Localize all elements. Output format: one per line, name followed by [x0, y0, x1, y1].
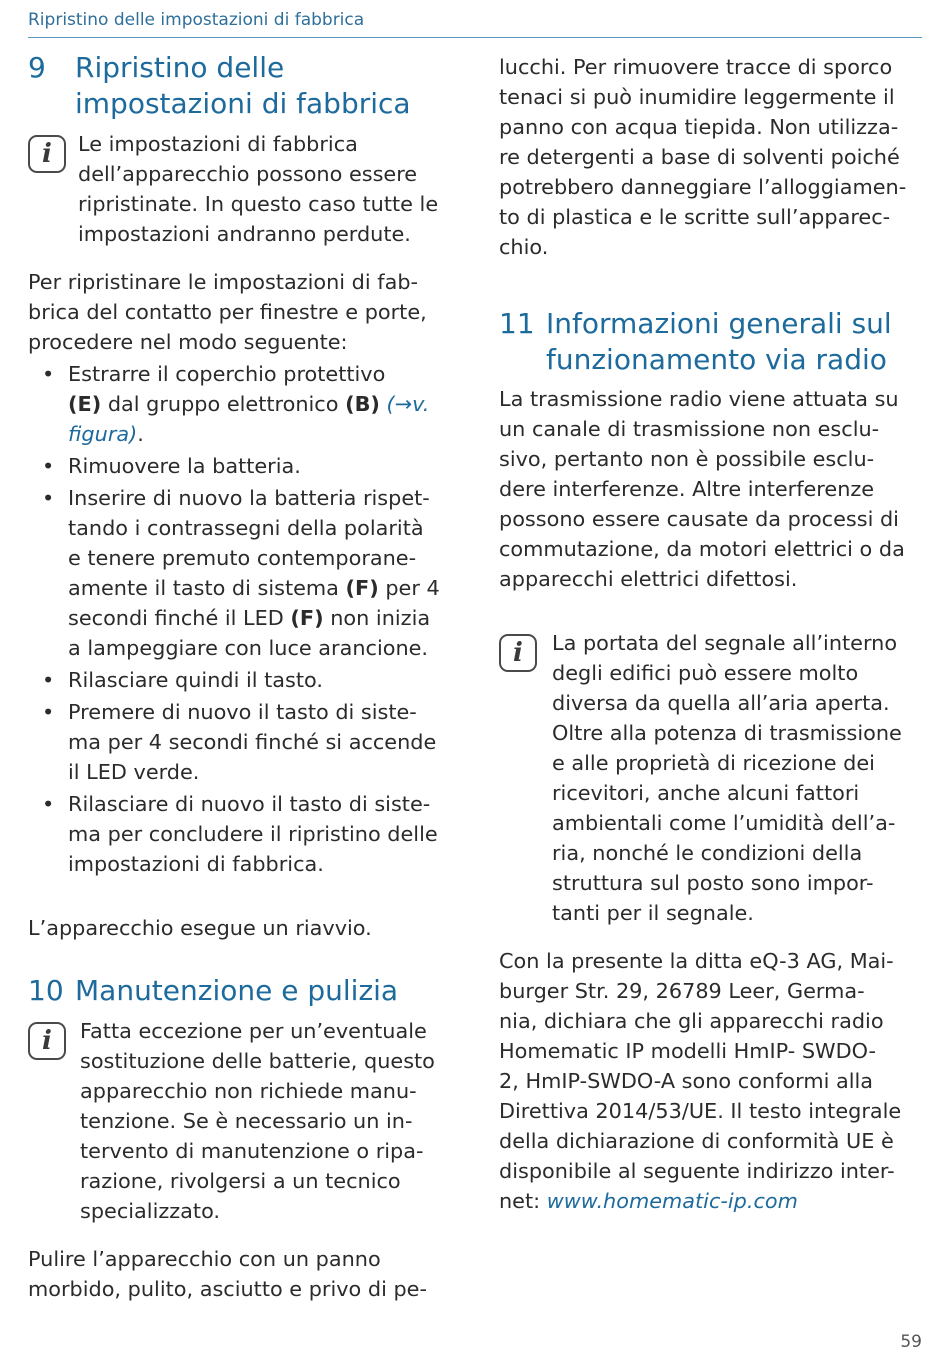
- section-number: 10: [28, 974, 64, 1007]
- info-icon: i: [499, 634, 537, 672]
- right-column: [499, 52, 924, 1216]
- intro-paragraph: Per ripristinare le impostazioni di fab- brica del contatto per finestre e porte, procedere nel modo seguente:: [28, 270, 427, 354]
- list-item: • Rilasciare quindi il tasto.: [28, 665, 453, 695]
- reboot-paragraph: L’apparecchio esegue un riavvio.: [28, 916, 372, 940]
- section-9-heading: [28, 50, 453, 122]
- list-item: • Rilasciare di nuovo il tasto di siste- ma per concludere il ripristino delle impostazioni di fabbrica.: [28, 789, 453, 879]
- section-10-heading: [28, 973, 453, 1009]
- header-divider: [28, 37, 922, 38]
- info-text: Fatta eccezione per un’eventuale sostituzione delle batterie, questo apparecchio non richiede manu- tenzione. Se è necessario un in- tervento di manutenzione o ripa- razione, rivolgersi a un tecnico specializzato.: [80, 1019, 435, 1223]
- section-title-line: Manutenzione e pulizia: [75, 974, 399, 1007]
- info-note: [28, 1016, 453, 1226]
- left-column: [28, 50, 453, 1304]
- section-number: 9: [28, 51, 46, 84]
- info-note: [28, 129, 453, 249]
- section-11-heading: [499, 306, 924, 378]
- list-item: • Inserire di nuovo la batteria rispet- tando i contrassegni della polarità e tenere premuto contemporane- amente il tasto di sistema (F) per 4 secondi finché il LED (F) non inizia a lampeggiare con luce arancione.: [28, 483, 453, 663]
- info-text: Le impostazioni di fabbrica dell’apparecchio possono essere ripristinate. In questo caso tutte le impostazioni andranno perdute.: [78, 132, 439, 246]
- cleaning-paragraph: Pulire l’apparecchio con un panno morbido, pulito, asciutto e privo di pe-: [28, 1247, 427, 1301]
- section-title-line: Ripristino delle: [75, 51, 285, 84]
- section-number: 11: [499, 307, 535, 340]
- section-title-line: impostazioni di fabbrica: [75, 87, 411, 120]
- info-icon: i: [28, 135, 66, 173]
- radio-paragraph: La trasmissione radio viene attuata su un canale di trasmissione non esclu- sivo, pertanto non è possibile esclu- dere interferenze. Altre interferenze possono essere causate da processi di commutazione, da motori elettrici o da apparecchi elettrici difettosi.: [499, 387, 905, 591]
- info-text: La portata del segnale all’interno degli edifici può essere molto diversa da quella all’aria aperta. Oltre alla potenza di trasmissione e alle proprietà di ricezione dei ricevitori, anche alcuni fattori ambientali come l’umidità dell’a- ria, nonché le condizioni della struttura sul posto sono impor- tanti per il segnale.: [552, 631, 902, 925]
- list-item: • Rimuovere la batteria.: [28, 451, 453, 481]
- website-link[interactable]: www.homematic-ip.com: [546, 1189, 798, 1213]
- info-icon: i: [28, 1022, 66, 1060]
- section-title-line: Informazioni generali sul: [546, 307, 892, 340]
- page-number: 59: [900, 1332, 922, 1352]
- info-note: [499, 628, 924, 928]
- section-title-line: funzionamento via radio: [546, 343, 887, 376]
- steps-list: [28, 359, 453, 879]
- cleaning-paragraph-continued: lucchi. Per rimuovere tracce di sporco tenaci si può inumidire leggermente il panno con acqua tiepida. Non utilizza- re detergenti a base di solventi poiché potrebbero danneggiare l’alloggiamen- to di plastica e le scritte sull’apparec- chio.: [499, 55, 907, 259]
- list-item: • Premere di nuovo il tasto di siste- ma per 4 secondi finché si accende il LED verde.: [28, 697, 453, 787]
- list-item: • Estrarre il coperchio protettivo (E) dal gruppo elettronico (B) (→v. figura).: [28, 359, 453, 449]
- running-header: Ripristino delle impostazioni di fabbrica: [28, 10, 365, 30]
- declaration-paragraph: Con la presente la ditta eQ-3 AG, Mai- burger Str. 29, 26789 Leer, Germa- nia, dichiara che gli apparecchi radio Homematic IP modelli HmIP- SWDO- 2, HmIP-SWDO-A sono conformi alla Direttiva 2014/53/UE. Il testo integrale della dichiarazione di conformità UE è disponibile al seguente indirizzo inter- net: www.homematic-ip.com: [499, 949, 902, 1213]
